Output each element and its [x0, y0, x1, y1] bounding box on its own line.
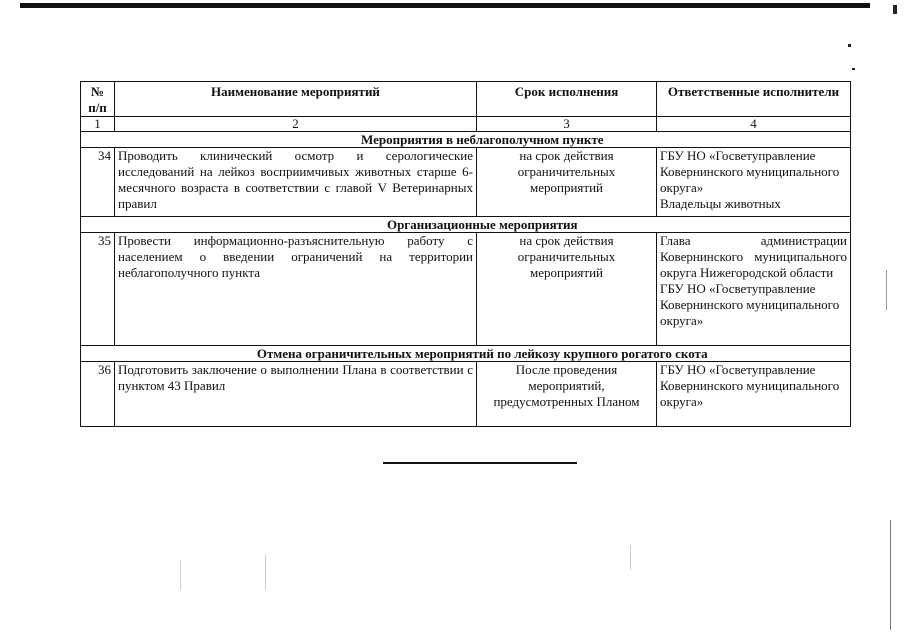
row-responsible — [657, 233, 851, 346]
section-heading-row — [81, 217, 851, 233]
header-name: Наименование мероприятий — [115, 82, 477, 117]
responsible-entry: Владельцы животных — [660, 196, 781, 211]
section-title: Организационные мероприятия — [115, 217, 851, 233]
table-row — [81, 362, 851, 427]
column-index: 3 — [477, 117, 657, 132]
section-heading-row — [81, 346, 851, 362]
header-resp: Ответственные исполнители — [657, 82, 851, 117]
row-activity: Проводить клинический осмотр и серологические исследований на лейкоз восприимчивых животных старше 6-месячного возраста в соответствии с главой V Ветеринарных правил — [115, 148, 477, 217]
row-number: 35 — [81, 233, 115, 346]
column-index: 2 — [115, 117, 477, 132]
section-empty-cell — [81, 346, 115, 362]
table-row — [81, 233, 851, 346]
row-deadline: на срок действия ограничительных мероприятий — [477, 148, 657, 217]
responsible-entry: ГБУ НО «Госветуправление Ковернинского муниципального округа» — [660, 281, 840, 328]
row-number: 34 — [81, 148, 115, 217]
column-index-row — [81, 117, 851, 132]
column-index: 1 — [81, 117, 115, 132]
row-activity: Подготовить заключение о выполнении Плана в соответствии с пунктом 43 Правил — [115, 362, 477, 427]
responsible-entry: ГБУ НО «Госветуправление Ковернинского муниципального округа» — [660, 148, 840, 195]
row-deadline: на срок действия ограничительных мероприятий — [477, 233, 657, 346]
column-index: 4 — [657, 117, 851, 132]
section-heading-row — [81, 132, 851, 148]
section-empty-cell — [81, 217, 115, 233]
plan-table — [80, 81, 851, 427]
row-number: 36 — [81, 362, 115, 427]
scan-speck — [265, 555, 266, 590]
row-deadline: После проведения мероприятий, предусмотренных Планом — [477, 362, 657, 427]
scan-speck — [890, 520, 891, 630]
table-row — [81, 148, 851, 217]
scan-mark-dot — [852, 68, 855, 70]
row-activity: Провести информационно-разъяснительную работу с населением о введении ограничений на территории неблагополучного пункта — [115, 233, 477, 346]
scan-border-top — [20, 3, 870, 8]
row-responsible — [657, 148, 851, 217]
scan-mark-corner — [893, 5, 897, 14]
scan-mark-dot — [848, 44, 851, 47]
row-responsible — [657, 362, 851, 427]
scan-speck — [630, 545, 631, 570]
responsible-entry: Глава администрации Ковернинского муниципального округа Нижегородской области — [660, 233, 847, 280]
table-header-row — [81, 82, 851, 117]
scan-speck — [180, 560, 181, 590]
header-num: № п/п — [81, 82, 115, 117]
scan-speck — [886, 270, 887, 310]
header-term: Срок исполнения — [477, 82, 657, 117]
section-title: Отмена ограничительных мероприятий по лейкозу крупного рогатого скота — [115, 346, 851, 362]
section-title: Мероприятия в неблагополучном пункте — [115, 132, 851, 148]
responsible-entry: ГБУ НО «Госветуправление Ковернинского муниципального округа» — [660, 362, 840, 409]
section-empty-cell — [81, 132, 115, 148]
end-of-document-rule — [383, 462, 577, 464]
